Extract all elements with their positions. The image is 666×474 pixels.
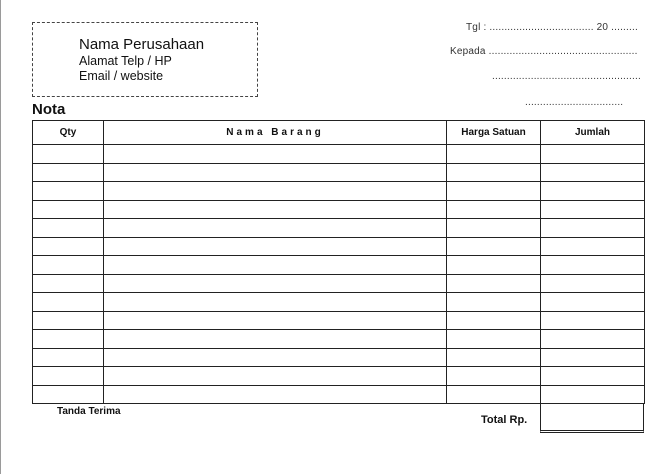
jumlah-cell (541, 311, 645, 330)
tanda-terima-label: Tanda Terima (57, 406, 121, 417)
harga-satuan-cell (447, 385, 541, 404)
jumlah-cell (541, 256, 645, 275)
jumlah-cell (541, 274, 645, 293)
qty-cell (33, 367, 104, 386)
jumlah-cell (541, 237, 645, 256)
table-row (33, 256, 645, 275)
jumlah-cell (541, 163, 645, 182)
qty-cell (33, 145, 104, 164)
harga-satuan-cell (447, 274, 541, 293)
recipient-line-2: .................................................. (492, 71, 641, 82)
total-amount-box (540, 403, 644, 433)
qty-cell (33, 274, 104, 293)
nama-barang-cell (104, 311, 447, 330)
items-table-body (33, 145, 645, 404)
table-row (33, 293, 645, 312)
company-info-box (32, 22, 258, 97)
harga-satuan-cell (447, 237, 541, 256)
date-line: Tgl : ................................... 20 ......... (466, 22, 638, 33)
harga-satuan-cell (447, 293, 541, 312)
jumlah-cell (541, 200, 645, 219)
nama-barang-cell (104, 274, 447, 293)
qty-cell (33, 163, 104, 182)
jumlah-cell (541, 219, 645, 238)
company-web: Email / website (79, 69, 164, 83)
qty-cell (33, 293, 104, 312)
qty-cell (33, 330, 104, 349)
table-row (33, 200, 645, 219)
jumlah-cell (541, 348, 645, 367)
table-row (33, 385, 645, 404)
company-name: Nama Perusahaan (79, 36, 205, 53)
table-row (33, 367, 645, 386)
nama-barang-cell (104, 200, 447, 219)
nama-barang-cell (104, 385, 447, 404)
nama-barang-cell (104, 256, 447, 275)
harga-satuan-cell (447, 145, 541, 164)
table-row (33, 311, 645, 330)
nama-barang-cell (104, 367, 447, 386)
jumlah-cell (541, 145, 645, 164)
harga-satuan-cell (447, 219, 541, 238)
nama-barang-cell (104, 237, 447, 256)
harga-satuan-cell (447, 330, 541, 349)
nama-barang-cell (104, 163, 447, 182)
table-row (33, 330, 645, 349)
table-row (33, 274, 645, 293)
table-row (33, 348, 645, 367)
harga-satuan-cell (447, 182, 541, 201)
qty-cell (33, 385, 104, 404)
jumlah-cell (541, 385, 645, 404)
nama-barang-cell (104, 330, 447, 349)
qty-cell (33, 182, 104, 201)
nama-barang-cell (104, 182, 447, 201)
table-row (33, 237, 645, 256)
column-header-qty: Qty (33, 121, 104, 145)
qty-cell (33, 237, 104, 256)
recipient-line: Kepada .................................................. (450, 46, 638, 57)
document-title: Nota (32, 101, 66, 118)
jumlah-cell (541, 367, 645, 386)
recipient-line-3: ................................. (525, 97, 624, 108)
harga-satuan-cell (447, 367, 541, 386)
nama-barang-cell (104, 348, 447, 367)
column-header-harga-satuan: Harga Satuan (447, 121, 541, 145)
total-label: Total Rp. (481, 414, 528, 426)
nama-barang-cell (104, 293, 447, 312)
nama-barang-cell (104, 219, 447, 238)
jumlah-cell (541, 293, 645, 312)
table-row (33, 145, 645, 164)
qty-cell (33, 348, 104, 367)
table-header-row (33, 121, 645, 145)
harga-satuan-cell (447, 311, 541, 330)
table-row (33, 182, 645, 201)
company-phone: Alamat Telp / HP (79, 54, 172, 68)
harga-satuan-cell (447, 348, 541, 367)
table-row (33, 219, 645, 238)
jumlah-cell (541, 330, 645, 349)
jumlah-cell (541, 182, 645, 201)
nama-barang-cell (104, 145, 447, 164)
harga-satuan-cell (447, 256, 541, 275)
harga-satuan-cell (447, 163, 541, 182)
column-header-jumlah: Jumlah (541, 121, 645, 145)
page-left-edge (0, 0, 1, 474)
column-header-nama-barang: Nama Barang (104, 121, 447, 145)
table-row (33, 163, 645, 182)
qty-cell (33, 219, 104, 238)
qty-cell (33, 256, 104, 275)
qty-cell (33, 311, 104, 330)
qty-cell (33, 200, 104, 219)
harga-satuan-cell (447, 200, 541, 219)
items-table (32, 120, 645, 404)
